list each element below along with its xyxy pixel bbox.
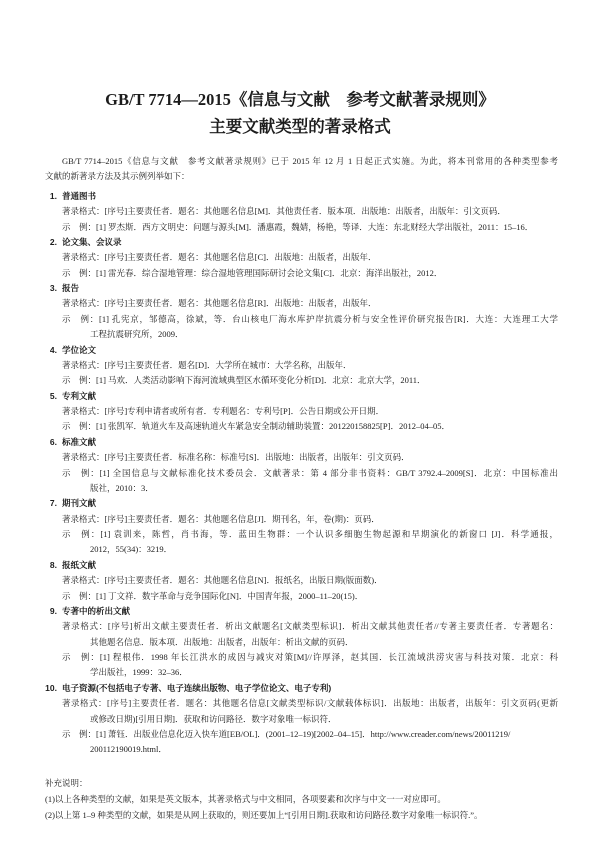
format-entry xyxy=(62,404,558,419)
example-entry xyxy=(62,312,558,343)
format-text: [序号]析出文献主要责任者．析出文献题名[文献类型标识]．析出文献其他责任者//专著主要责任者．专著题名： xyxy=(107,621,558,632)
section-heading xyxy=(45,435,558,450)
document-title xyxy=(20,86,580,140)
intro-line: 文献的新著录方法及其示例列举如下： xyxy=(45,171,190,182)
intro-line: GB/T 7714–2015《信息与文献 参考文献著录规则》已于 2015 年 12 月 1 日起正式实施。为此，将本刊常用的各种类型参考 xyxy=(62,156,558,166)
example-text: [1] 程根伟．1998 年长江洪水的成因与减灾对策[M]//许厚泽，赵其国．长江流域洪涝灾害与科技对策．北京：科 xyxy=(99,652,558,662)
example-label: 示 例： xyxy=(62,221,97,232)
example-text: [1] 袁训来，陈哲，肖书海，等．蓝田生物群：一个认识多细胞生物起源和早期演化的新窗口 [J]．科学通报， xyxy=(100,529,558,539)
example-text-continued: 200112190019.html． xyxy=(90,744,167,755)
format-text: [序号]主要责任者．题名：其他题名信息[M]．其他责任者．版本项．出版地：出版者，出版年：引文页码． xyxy=(104,206,506,217)
format-line xyxy=(62,450,558,465)
format-entry xyxy=(62,512,558,527)
section-number: 3. xyxy=(49,283,57,293)
example-entry xyxy=(62,419,558,434)
note-item: (2)以上第 1–9 种类型的文献，如果是从网上获取的，则还要加上“[引用日期].获取和访问路径.数字对象唯一标识符.”。 xyxy=(45,810,483,821)
example-line xyxy=(62,466,558,481)
notes-heading: 补充说明： xyxy=(45,777,88,788)
document-body xyxy=(45,154,558,824)
example-text-continued: 2012，55(34)：3219． xyxy=(90,544,173,555)
section-number: 7. xyxy=(49,498,57,509)
example-text: [1] 马欢．人类活动影响下海河流域典型区水循环变化分析[D]．北京：北京大学，2011． xyxy=(96,375,426,386)
section-heading xyxy=(45,389,558,404)
section-title: 报纸文献 xyxy=(62,559,97,570)
section-proceedings xyxy=(45,235,558,281)
section-number: 2. xyxy=(49,236,57,247)
format-label: 著录格式： xyxy=(62,621,108,632)
section-title: 专著中的析出文献 xyxy=(62,605,131,616)
example-entry xyxy=(62,727,558,758)
format-text: [序号]主要责任者．题名：其他题名信息[R]．出版地：出版者，出版年． xyxy=(104,298,377,309)
example-text-continued: 学出版社，1999：32–36． xyxy=(90,667,188,678)
example-label: 示 例： xyxy=(62,529,101,539)
supplementary-notes xyxy=(45,775,558,824)
format-entry xyxy=(62,619,558,650)
format-entry xyxy=(62,450,558,465)
example-text: [1] 罗杰斯．西方文明史：问题与源头[M]．潘惠霞，魏婧，杨艳，等译．大连：东北财经大学出版社，2011：15–16． xyxy=(96,221,534,232)
section-number: 6. xyxy=(49,436,57,447)
format-label: 著录格式： xyxy=(62,206,105,217)
section-title: 报告 xyxy=(62,283,80,293)
format-line xyxy=(62,404,558,419)
title-line-1: GB/T 7714—2015《信息与文献 参考文献著录规则》 xyxy=(105,90,495,109)
example-line xyxy=(62,527,558,542)
format-label: 著录格式： xyxy=(62,575,105,586)
format-line xyxy=(62,204,558,219)
example-text: [1] 孔宪京，邹德高，徐斌，等．台山核电厂海水库护岸抗震分析与安全性评价研究报告[R]．大连：大连理工大学 xyxy=(99,313,558,324)
section-number: 1. xyxy=(49,190,57,201)
section-heading xyxy=(45,681,558,696)
example-label: 示 例： xyxy=(62,467,100,478)
example-line xyxy=(62,589,558,604)
example-label: 示 例： xyxy=(62,590,97,601)
section-title: 学位论文 xyxy=(62,344,97,355)
format-line xyxy=(62,250,558,265)
format-entry xyxy=(62,696,558,727)
format-entry xyxy=(62,573,558,588)
section-heading xyxy=(45,281,558,296)
example-line xyxy=(62,650,558,665)
format-line xyxy=(62,358,558,373)
section-heading xyxy=(45,235,558,250)
section-heading xyxy=(45,496,558,511)
section-standard xyxy=(45,435,558,497)
section-report xyxy=(45,281,558,343)
format-text: [序号]专利申请者或所有者．专利题名：专利号[P]．公告日期或公开日期． xyxy=(104,406,385,416)
example-entry xyxy=(62,527,558,558)
example-text: [1] 全国信息与文献标准化技术委员会．文献著录：第 4 部分非书资料：GB/T 3792.4–2009[S]．北京：中国标准出 xyxy=(99,467,558,478)
section-title: 期刊文献 xyxy=(62,498,97,509)
example-entry xyxy=(62,220,558,235)
section-patent xyxy=(45,389,558,435)
note-item: (1)以上各种类型的文献，如果是英文版本，其著录格式与中文相同，各项要素和次序与中文一一对应即可。 xyxy=(45,793,446,804)
format-line xyxy=(62,619,558,634)
format-label: 著录格式： xyxy=(62,513,105,524)
example-label: 示 例： xyxy=(62,652,100,662)
example-text: [1] 萧钰．出版业信息化迈入快车道[EB/OL]．(2001–12–19)[2002–04–15]．http://www.creader.com/news/20011219/ xyxy=(96,728,511,739)
section-title: 专利文献 xyxy=(62,390,97,401)
example-line xyxy=(62,312,558,327)
example-label: 示 例： xyxy=(62,421,97,432)
example-line xyxy=(62,220,558,235)
format-label: 著录格式： xyxy=(62,298,105,309)
example-line xyxy=(62,373,558,388)
section-heading xyxy=(45,558,558,573)
section-heading xyxy=(45,189,558,204)
format-entry xyxy=(62,296,558,311)
section-heading xyxy=(45,343,558,358)
section-general-book xyxy=(45,189,558,235)
example-entry xyxy=(62,466,558,497)
section-book-chapter xyxy=(45,604,558,681)
format-entry xyxy=(62,250,558,265)
format-entry xyxy=(62,358,558,373)
intro-paragraph xyxy=(45,154,558,185)
section-number: 10. xyxy=(45,682,57,693)
format-label: 著录格式： xyxy=(62,698,107,709)
format-line xyxy=(62,296,558,311)
section-title: 电子资源(不包括电子专著、电子连续出版物、电子学位论文、电子专利) xyxy=(62,682,332,693)
format-line xyxy=(62,573,558,588)
title-line-2: 主要文献类型的著录格式 xyxy=(209,117,391,136)
section-title: 普通图书 xyxy=(62,190,97,201)
example-text-continued: 工程抗震研究所，2009． xyxy=(90,329,184,340)
example-entry xyxy=(62,373,558,388)
format-text-continued: 或修改日期)[引用日期]．获取和访问路径．数字对象唯一标识符． xyxy=(90,713,337,724)
section-newspaper xyxy=(45,558,558,604)
format-line xyxy=(62,512,558,527)
section-number: 9. xyxy=(49,605,57,616)
section-number: 4. xyxy=(49,344,57,355)
example-line xyxy=(62,727,558,742)
example-text: [1] 丁文祥．数字革命与竞争国际化[N]．中国青年报，2000–11–20(15)． xyxy=(96,590,364,601)
format-text-continued: 其他题名信息．版本项．出版地：出版者，出版年：析出文献的页码． xyxy=(90,636,354,647)
format-entry xyxy=(62,204,558,219)
section-title: 标准文献 xyxy=(62,436,97,447)
example-label: 示 例： xyxy=(62,728,97,739)
section-number: 5. xyxy=(49,390,57,401)
example-label: 示 例： xyxy=(62,313,100,324)
format-label: 著录格式： xyxy=(62,406,105,416)
format-text: [序号]主要责任者．题名：其他题名信息[文献类型标识/文献载体标识]．出版地：出版者，出版年：引文页码(更新 xyxy=(107,698,558,709)
format-text: [序号]主要责任者．标准名称：标准号[S]．出版地：出版者，出版年：引文页码． xyxy=(104,452,410,463)
example-entry xyxy=(62,650,558,681)
example-entry xyxy=(62,266,558,281)
example-text: [1] 张凯军．轨道火车及高速轨道火车紧急安全制动辅助装置：201220158825[P]．2012–04–05． xyxy=(96,421,450,432)
format-text: [序号]主要责任者．题名[D]．大学所在城市：大学名称，出版年． xyxy=(104,359,352,370)
example-text: [1] 雷光春．综合湿地管理：综合湿地管理国际研讨会论文集[C]．北京：海洋出版社，2012． xyxy=(96,267,443,278)
example-line xyxy=(62,419,558,434)
section-heading xyxy=(45,604,558,619)
section-number: 8. xyxy=(49,559,57,570)
format-line xyxy=(62,696,558,711)
example-line xyxy=(62,266,558,281)
section-title: 论文集、会议录 xyxy=(62,236,122,247)
format-text: [序号]主要责任者．题名：其他题名信息[J]．期刊名，年，卷(期)：页码． xyxy=(104,513,380,524)
format-label: 著录格式： xyxy=(62,252,105,263)
section-journal xyxy=(45,496,558,558)
section-dissertation xyxy=(45,343,558,389)
format-label: 著录格式： xyxy=(62,452,105,463)
example-label: 示 例： xyxy=(62,375,97,386)
example-label: 示 例： xyxy=(62,267,97,278)
format-text: [序号]主要责任者．题名：其他题名信息[N]．报纸名，出版日期(版面数)． xyxy=(104,575,383,586)
example-entry xyxy=(62,589,558,604)
format-label: 著录格式： xyxy=(62,359,105,370)
format-text: [序号]主要责任者．题名：其他题名信息[C]．出版地：出版者，出版年． xyxy=(104,252,377,263)
section-electronic-resource xyxy=(45,681,558,758)
example-text-continued: 版社，2010：3． xyxy=(90,482,154,493)
